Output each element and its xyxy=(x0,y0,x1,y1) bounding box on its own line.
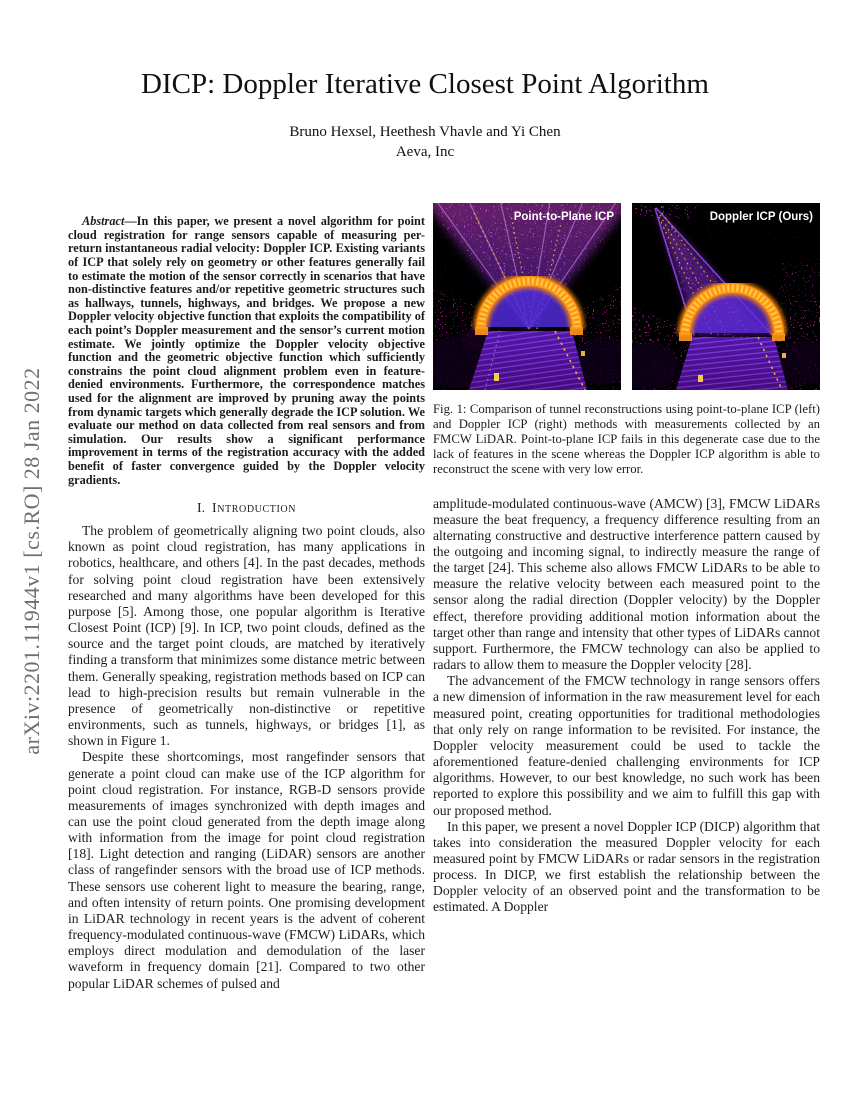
panel-label-doppler: Doppler ICP (Ours) xyxy=(709,211,813,223)
figure-1 xyxy=(433,203,820,390)
figure-1-caption: Fig. 1: Comparison of tunnel reconstructions using point-to-plane ICP (left) and Doppler ICP (right) methods with measurements collected by an FMCW LiDAR. Point-to-plane ICP fails in this degenerate case due to the lack of features in the scene whereas the Doppler ICP algorithm is able to reconstruct the scene with very low error. xyxy=(433,402,820,476)
column2-paragraph-1: amplitude-modulated continuous-wave (AMCW) [3], FMCW LiDARs measure the beat frequency, a frequency difference resulting from an alternating constructive and destructive interference pattern caused by the outgoing and incoming signal, to indirectly measure the range of the target [24]. This scheme also allows FMCW LiDARs to be able to measure the relative velocity between each measured point to the sensor along the radial direction (Doppler velocity) by the Doppler effect, therefore providing additional motion information about the target other than range and intensity that other types of LiDARs cannot support. Furthermore, the FMCW technology can also be applied to radars to allow them to measure the Doppler velocity [28]. xyxy=(433,495,820,673)
pointcloud-image-left xyxy=(433,203,621,390)
figure-panel-doppler xyxy=(632,203,820,390)
panel-label-point-to-plane: Point-to-Plane ICP xyxy=(513,211,614,223)
section-number: I. xyxy=(196,500,206,516)
authors-line: Bruno Hexsel, Heethesh Vhavle and Yi Chen xyxy=(289,124,561,140)
section-heading-introduction xyxy=(68,500,425,516)
abstract xyxy=(68,215,425,487)
affiliation-line: Aeva, Inc xyxy=(395,144,455,160)
intro-paragraph-1: The problem of geometrically aligning two point clouds, also known as point cloud registration, has many applications in robotics, healthcare, and others [4]. In the past decades, methods for solving point cloud registration have been extensively researched and many algorithms have been developed for this purpose [5]. Among those, one popular algorithm is Iterative Closest Point (ICP) [9]. In ICP, two point clouds, defined as the source and the target point clouds, are matched by iteratively finding a transform that minimizes some distance metric between them. Generally speaking, registration methods based on ICP can lead to high-precision results but remain vulnerable in the presence of geometrically non-distinctive or repetitive environments, such as tunnels, highways, or bridges [1], as shown in Figure 1. xyxy=(68,523,425,749)
page-title: DICP: Doppler Iterative Closest Point Algorithm xyxy=(141,68,709,100)
arxiv-banner: arXiv:2201.11944v1 [cs.RO] 28 Jan 2022 xyxy=(19,367,44,755)
abstract-body: —In this paper, we present a novel algorithm for point cloud registration for range sensors capable of measuring per-return instantaneous radial velocity: Doppler ICP. Existing variants of ICP that solely rely on geometry or other features generally fail to estimate the motion of the sensor correctly in scenarios that have non-distinctive features and/or repetitive geometric structures such as hallways, tunnels, highways, and bridges. We propose a new Doppler velocity objective function that exploits the compatibility of each point’s Doppler measurement and the sensor’s current motion estimate. We jointly optimize the Doppler velocity objective function and the geometric objective function which sufficiently constrains the point cloud alignment problem even in feature-denied environments. Furthermore, the correspondence matches used for the alignment are improved by pruning away the points from dynamic targets which generally degrade the ICP solution. We evaluate our method on data collected from real sensors and from simulation. Our results show a significant performance improvement in terms of the registration accuracy with the added benefit of faster convergence guided by the Doppler velocity gradients. xyxy=(68,214,425,487)
pointcloud-image-right xyxy=(632,203,820,390)
abstract-lead: Abstract xyxy=(82,214,125,229)
left-column xyxy=(68,203,425,992)
intro-paragraph-2: Despite these shortcomings, most rangefinder sensors that generate a point cloud can make use of the ICP algorithm for point cloud registration. For instance, RGB-D sensors provide measurements of images synchronized with depth images and can use the point cloud generated from the depth image along with information from the image for point cloud registration [18]. Light detection and ranging (LiDAR) sensors are another class of rangefinder sensors with the broad use of ICP methods. These sensors use coherent light to measure the bearing, range, and often intensity of return points. One promising development in LiDAR technology in recent years is the advent of coherent frequency-modulated continuous-wave (FMCW) LiDARs, which employs direct modulation and demodulation of the laser waveform in frequency domain [21]. Compared to two other popular LiDAR schemes of pulsed and xyxy=(68,749,425,991)
right-column-text xyxy=(433,496,820,916)
section-title: Introduction xyxy=(212,500,297,516)
figure-panel-point-to-plane xyxy=(433,203,621,390)
column2-paragraph-2: The advancement of the FMCW technology in range sensors offers a new dimension of information in the raw measurement level for each measured point, creating opportunities for traditional methodologies that only rely on range information to be revisited. For instance, the Doppler velocity measurement could be used to tackle the aforementioned feature-denied challenging environments for ICP algorithms. However, to our best knowledge, no such work has been reported to explore this possibility and we aim to fulfill this gap with our proposed method. xyxy=(433,673,820,818)
right-column xyxy=(433,203,820,916)
column2-paragraph-3: In this paper, we present a novel Doppler ICP (DICP) algorithm that takes into consideration the measured Doppler velocity for each measured point by FMCW LiDARs or radar sensors in the registration process. In DICP, we first establish the relationship between the Doppler velocity of an observed point and the transformation to be estimated. A Doppler xyxy=(433,818,820,915)
